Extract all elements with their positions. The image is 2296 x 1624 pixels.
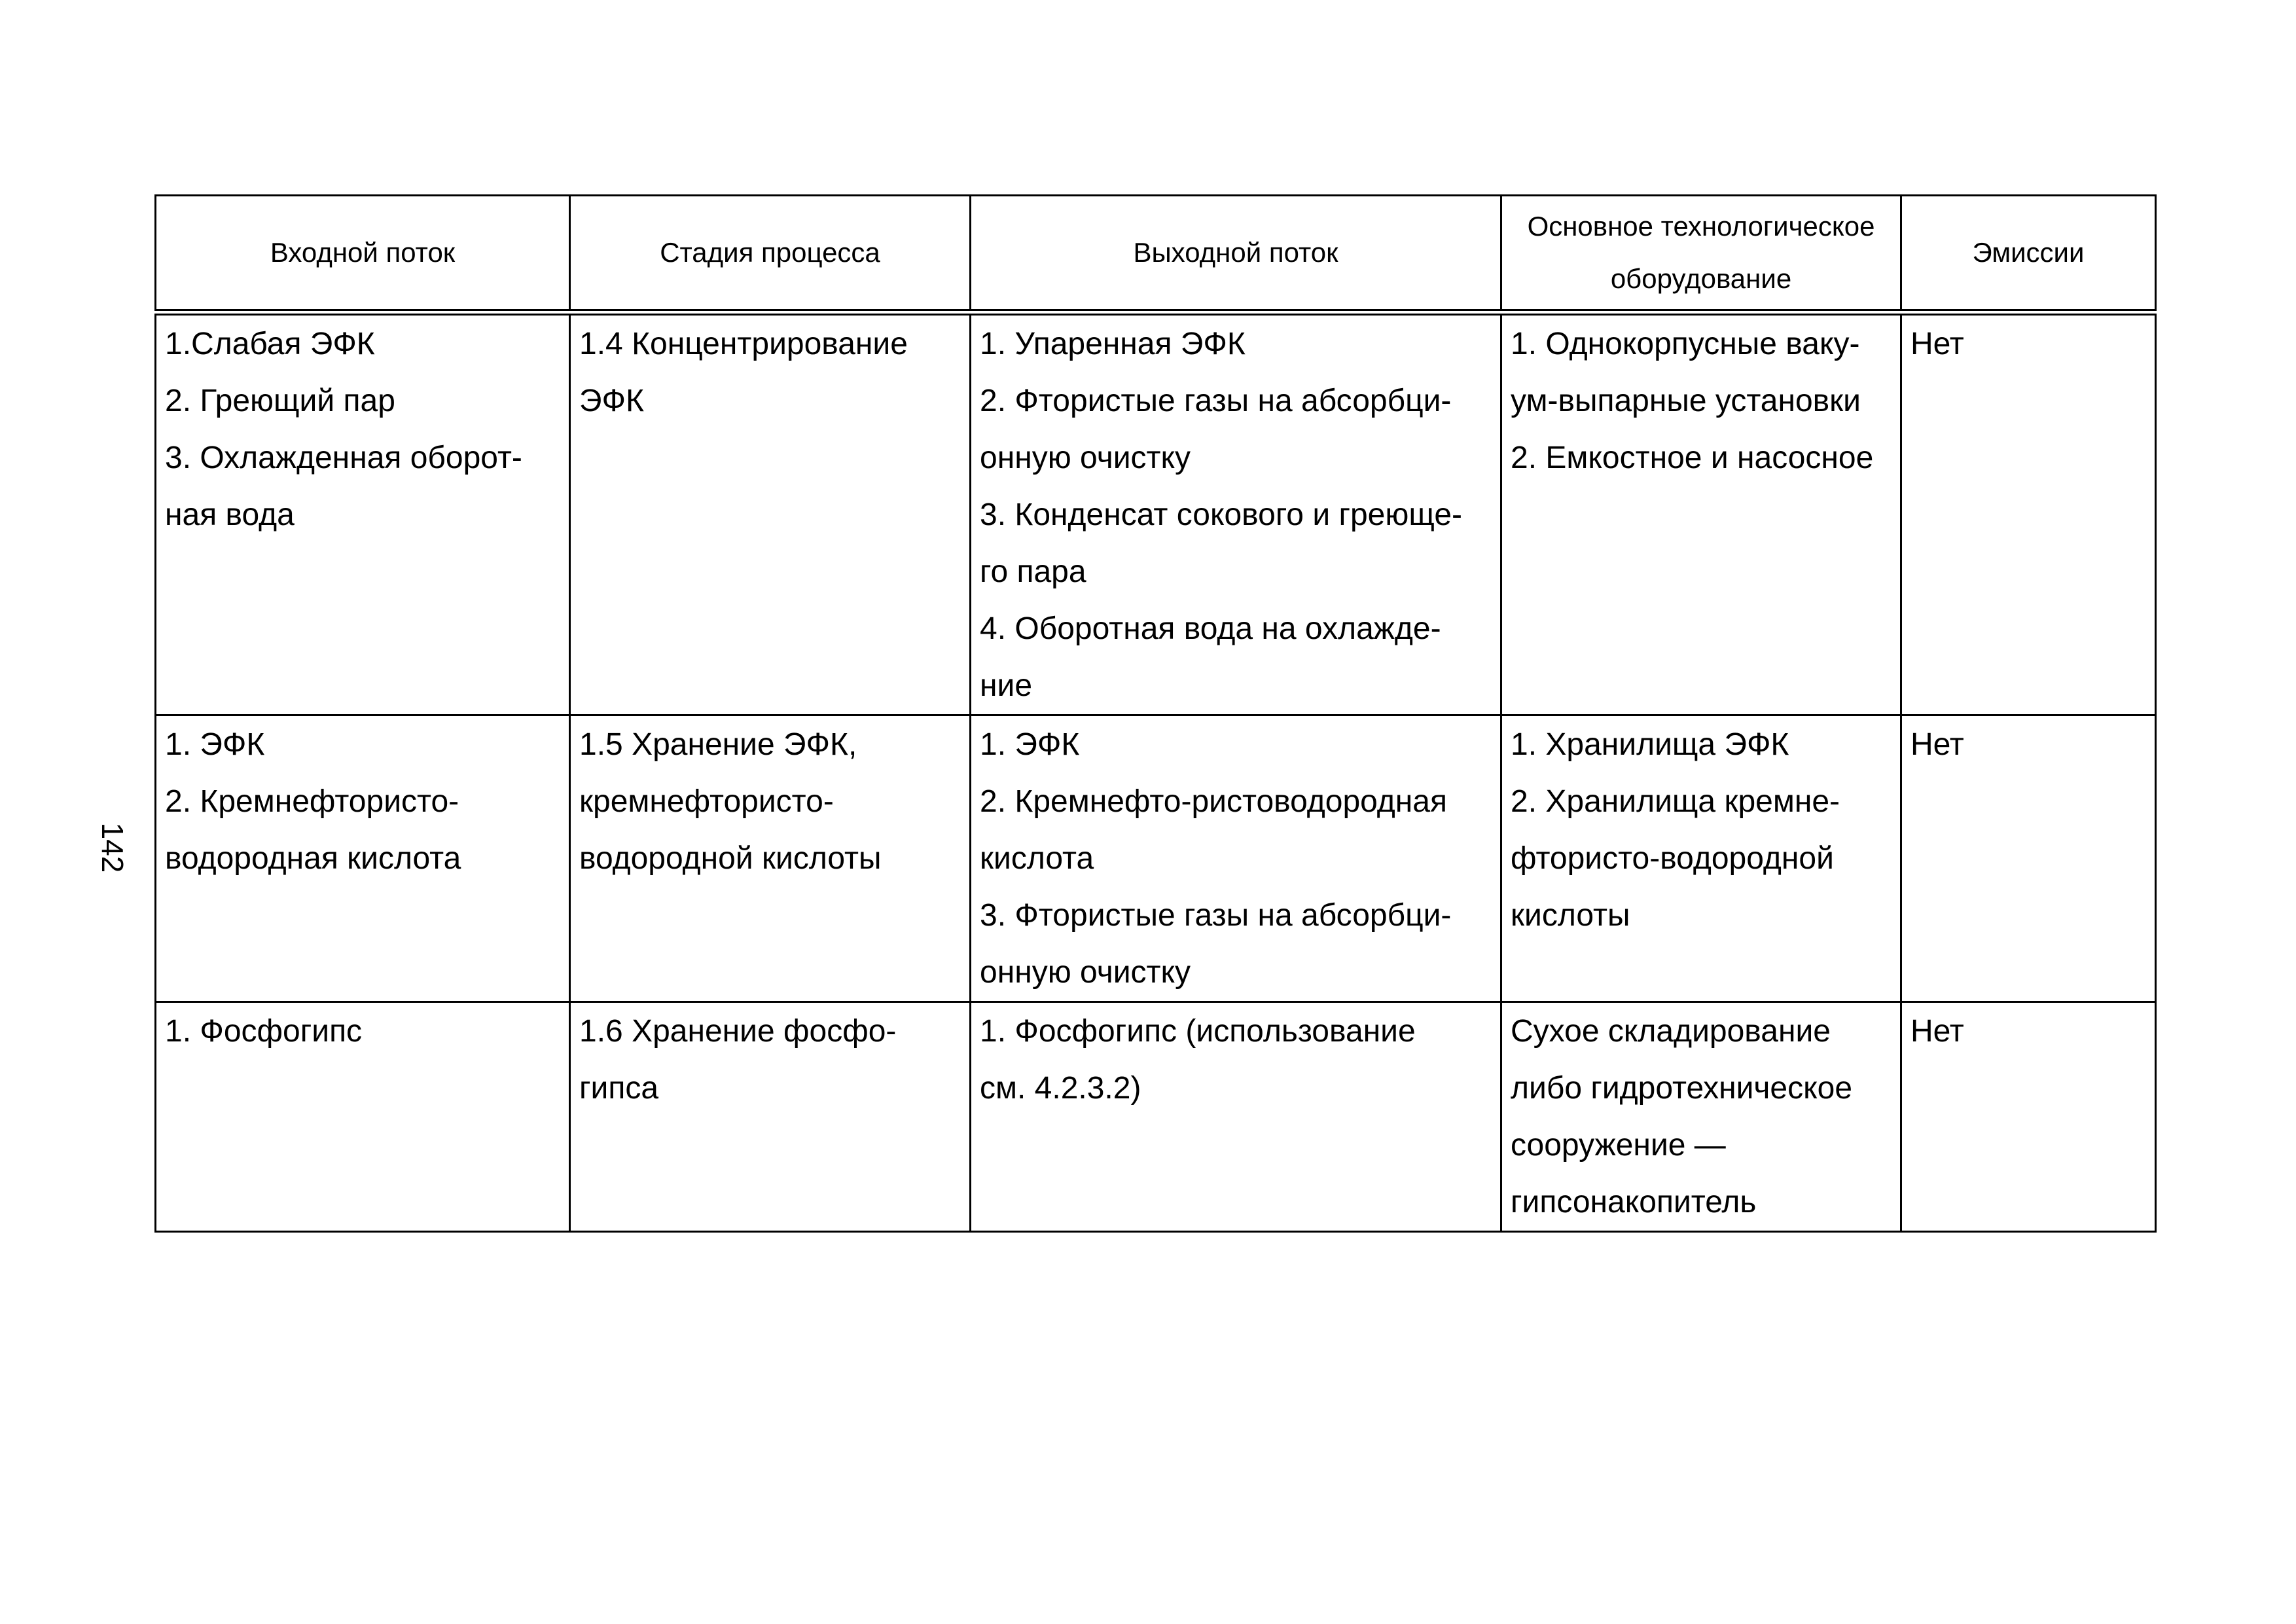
cell-line: ная вода: [165, 497, 295, 532]
cell-line: 3. Конденсат сокового и греюще-: [980, 497, 1462, 532]
cell-main-equipment: [1501, 715, 1901, 1001]
cell-line: 4. Оборотная вода на охлажде-: [980, 611, 1441, 646]
cell-line: 1. Упаренная ЭФК: [980, 326, 1246, 361]
cell-line: го пара: [980, 554, 1086, 589]
cell-line: гипсонакопитель: [1511, 1184, 1757, 1219]
header-line: оборудование: [1610, 262, 1792, 294]
cell-output-stream: [971, 312, 1501, 715]
cell-line: 2. Хранилища кремне-: [1511, 784, 1840, 819]
header-emissions: [1901, 196, 2156, 312]
cell-line: сооружение —: [1511, 1127, 1726, 1163]
table-row: [156, 312, 2156, 715]
cell-line: ум-выпарные установки: [1511, 383, 1861, 418]
cell-line: водородная кислота: [165, 840, 461, 876]
header-line: Входной поток: [270, 236, 456, 268]
cell-line: Нет: [1910, 1013, 1964, 1049]
cell-line: 2. Фтористые газы на абсорбци-: [980, 383, 1452, 418]
cell-line: ние: [980, 668, 1033, 703]
cell-line: 1. ЭФК: [980, 727, 1080, 762]
cell-line: фтористо-водородной: [1511, 840, 1834, 876]
cell-process-stage: [570, 715, 971, 1001]
header-line: Основное технологическое: [1527, 210, 1875, 242]
cell-line: 2. Кремнефто-ристоводородная: [980, 784, 1447, 819]
header-line: Эмиссии: [1972, 236, 2085, 268]
cell-line: 1.4 Концентрирование: [579, 326, 908, 361]
cell-line: 1. Фосфогипс: [165, 1013, 363, 1049]
cell-line: ЭФК: [579, 383, 644, 418]
cell-emissions: [1901, 312, 2156, 715]
cell-output-stream: [971, 1001, 1501, 1231]
header-output-stream: [971, 196, 1501, 312]
cell-line: кислота: [980, 840, 1094, 876]
cell-line: 1. Фосфогипс (использование: [980, 1013, 1416, 1049]
cell-line: 1.5 Хранение ЭФК,: [579, 727, 857, 762]
cell-process-stage: [570, 1001, 971, 1231]
cell-main-equipment: [1501, 312, 1901, 715]
cell-line: 2. Емкостное и насосное: [1511, 440, 1874, 475]
cell-main-equipment: [1501, 1001, 1901, 1231]
cell-emissions: [1901, 1001, 2156, 1231]
cell-line: кремнефтористо-: [579, 784, 834, 819]
cell-input-stream: [156, 312, 570, 715]
cell-line: 2. Кремнефтористо-: [165, 784, 459, 819]
header-line: Стадия процесса: [660, 236, 880, 268]
cell-line: кислоты: [1511, 897, 1630, 933]
page-number: 142: [96, 822, 130, 873]
cell-emissions: [1901, 715, 2156, 1001]
cell-line: 1. Однокорпусные ваку-: [1511, 326, 1860, 361]
cell-line: 2. Греющий пар: [165, 383, 395, 418]
cell-output-stream: [971, 715, 1501, 1001]
cell-process-stage: [570, 312, 971, 715]
cell-line: Сухое складирование: [1511, 1013, 1831, 1049]
cell-input-stream: [156, 715, 570, 1001]
cell-line: водородной кислоты: [579, 840, 882, 876]
cell-line: 1.Слабая ЭФК: [165, 326, 375, 361]
cell-line: гипса: [579, 1070, 659, 1106]
cell-line: Нет: [1910, 326, 1964, 361]
table-header-row: [156, 196, 2156, 312]
process-table: [154, 194, 2157, 1233]
header-main-equipment: [1501, 196, 1901, 312]
table-row: [156, 715, 2156, 1001]
cell-input-stream: [156, 1001, 570, 1231]
cell-line: онную очистку: [980, 954, 1191, 990]
header-line: Выходной поток: [1133, 236, 1338, 268]
cell-line: 3. Фтористые газы на абсорбци-: [980, 897, 1452, 933]
cell-line: 3. Охлажденная оборот-: [165, 440, 522, 475]
header-process-stage: [570, 196, 971, 312]
cell-line: либо гидротехническое: [1511, 1070, 1853, 1106]
cell-line: 1.6 Хранение фосфо-: [579, 1013, 897, 1049]
cell-line: Нет: [1910, 727, 1964, 762]
cell-line: онную очистку: [980, 440, 1191, 475]
header-input-stream: [156, 196, 570, 312]
cell-line: 1. ЭФК: [165, 727, 265, 762]
table-row: [156, 1001, 2156, 1231]
cell-line: см. 4.2.3.2): [980, 1070, 1141, 1106]
cell-line: 1. Хранилища ЭФК: [1511, 727, 1789, 762]
